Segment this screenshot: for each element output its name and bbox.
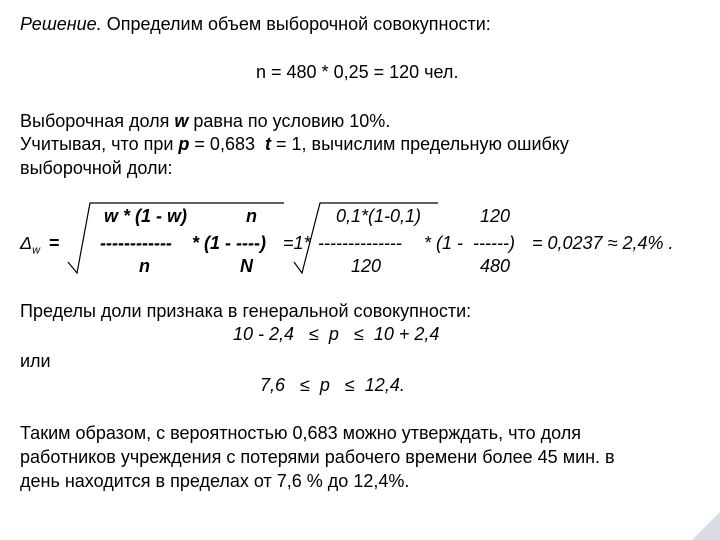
var-w: w [174, 111, 189, 131]
formula-mult-2: * (1 - ------) [424, 233, 515, 253]
formula-denominator-1: n [139, 256, 150, 276]
limits-inequality-1: 10 - 2,4 ≤ p ≤ 10 + 2,4 [233, 324, 440, 344]
formula-dashes-2: -------------- [318, 233, 402, 253]
radical-sign-1 [68, 203, 284, 273]
formula-numerator-2: n [246, 206, 257, 226]
conclusion-line-2: работников учреждения с потерями рабочего времени более 45 мин. в [20, 447, 615, 467]
sample-share-line-3: выборочной доли: [20, 158, 173, 178]
conclusion-line-1: Таким образом, с вероятностью 0,683 можно утверждать, что доля [20, 423, 581, 443]
formula-result: = 0,0237 ≈ 2,4% . [532, 233, 674, 253]
formula-numerator-3: 0,1*(1-0,1) [336, 206, 422, 226]
sample-share-text: Учитывая, что при [20, 134, 179, 154]
solution-label: Решение. [20, 14, 102, 34]
page-corner-decoration [692, 512, 720, 540]
n-formula: n = 480 * 0,25 = 120 чел. [256, 62, 459, 82]
formula-numerator-4: 120 [480, 206, 511, 226]
formula-denominator-3: 120 [351, 256, 382, 276]
limits-inequality-2: 7,6 ≤ p ≤ 12,4. [260, 375, 405, 395]
sample-share-text: = 1, вычислим предельную ошибку [270, 134, 569, 154]
intro-text: Определим объем выборочной совокупности: [106, 14, 491, 34]
sample-share-text: = 0,683 [189, 134, 265, 154]
formula-mult-1: * (1 - ----) [192, 233, 266, 253]
conclusion-line-3: день находится в пределах от 7,6 % до 12,4%. [20, 471, 410, 491]
var-t: t [264, 134, 271, 154]
limits-title: Пределы доли признака в генеральной совокупности: [20, 301, 472, 321]
formula-equals: = [49, 233, 60, 253]
var-p: p [178, 134, 190, 154]
sample-share-text: равна по условию 10%. [188, 111, 391, 131]
formula-denominator-4: 480 [480, 256, 511, 276]
formula-dashes-1: ------------ [100, 233, 172, 253]
limits-or: или [20, 351, 51, 371]
sample-share-text: Выборочная доля [20, 111, 175, 131]
delta-subscript: w [32, 244, 41, 257]
formula-numerator-1: w * (1 - w) [104, 206, 188, 226]
delta-symbol: Δ [20, 233, 33, 253]
formula-eq-2: =1* [283, 233, 311, 253]
radical-sign-2 [294, 203, 438, 273]
formula-denominator-2: N [240, 256, 253, 276]
